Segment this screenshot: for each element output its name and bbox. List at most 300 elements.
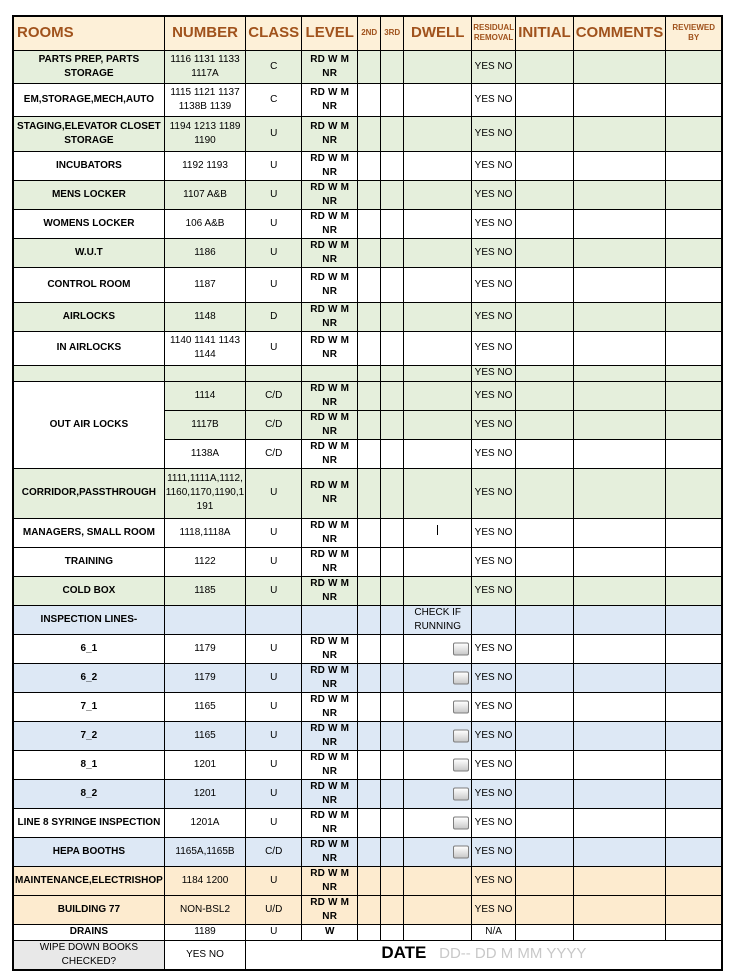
residual-cell[interactable]: YES NO	[472, 518, 516, 547]
third-cell[interactable]	[381, 468, 404, 518]
room-number: 1111,1111A,1112, 1160,1170,1190,1 191	[164, 468, 245, 518]
third-cell[interactable]	[381, 518, 404, 547]
comments-cell[interactable]	[573, 518, 665, 547]
second-cell[interactable]	[358, 180, 381, 209]
room-name: CORRIDOR,PASSTHROUGH	[13, 468, 164, 518]
room-number: 1201	[164, 779, 245, 808]
dwell-cell[interactable]	[404, 381, 472, 410]
dwell-cell[interactable]	[404, 267, 472, 302]
room-name: W.U.T	[13, 238, 164, 267]
level-cell[interactable]: RD W M NR	[302, 468, 358, 518]
running-checkbox[interactable]	[453, 816, 469, 829]
initial-cell[interactable]	[515, 180, 573, 209]
initial-cell[interactable]	[515, 808, 573, 837]
third-cell[interactable]	[381, 750, 404, 779]
second-cell[interactable]	[358, 837, 381, 866]
reviewed-cell[interactable]	[665, 518, 722, 547]
initial-cell[interactable]	[515, 692, 573, 721]
residual-cell[interactable]: YES NO	[472, 381, 516, 410]
dwell-cell[interactable]	[404, 302, 472, 331]
second-cell[interactable]	[358, 365, 381, 381]
residual-cell[interactable]: YES NO	[472, 116, 516, 151]
second-cell[interactable]	[358, 518, 381, 547]
inspection-title: INSPECTION LINES-	[13, 605, 164, 634]
table-row	[13, 302, 722, 331]
residual-cell[interactable]: YES NO	[472, 837, 516, 866]
level-cell[interactable]: RD W M NR	[302, 381, 358, 410]
residual-cell[interactable]: YES NO	[472, 663, 516, 692]
room-name: 7_1	[13, 692, 164, 721]
dwell-cell[interactable]	[404, 634, 472, 663]
reviewed-cell[interactable]	[665, 331, 722, 365]
third-cell[interactable]	[381, 547, 404, 576]
initial-cell[interactable]	[515, 468, 573, 518]
room-name: WOMENS LOCKER	[13, 209, 164, 238]
reviewed-cell[interactable]	[665, 267, 722, 302]
comments-cell[interactable]	[573, 779, 665, 808]
level-cell[interactable]: RD W M NR	[302, 302, 358, 331]
second-cell[interactable]	[358, 750, 381, 779]
level-cell[interactable]: RD W M NR	[302, 866, 358, 895]
third-cell[interactable]	[381, 721, 404, 750]
room-number: 1189	[164, 924, 245, 940]
room-name: 6_1	[13, 634, 164, 663]
comments-cell[interactable]	[573, 267, 665, 302]
table-row	[13, 267, 722, 302]
dwell-cell[interactable]	[404, 50, 472, 83]
dwell-cell[interactable]	[404, 331, 472, 365]
second-cell[interactable]	[358, 439, 381, 468]
room-number: 1165	[164, 721, 245, 750]
residual-cell[interactable]: YES NO	[472, 365, 516, 381]
level-cell[interactable]: RD W M NR	[302, 209, 358, 238]
table-row	[13, 518, 722, 547]
reviewed-cell[interactable]	[665, 365, 722, 381]
third-cell[interactable]	[381, 302, 404, 331]
initial-cell[interactable]	[515, 924, 573, 940]
third-cell[interactable]	[381, 180, 404, 209]
comments-cell[interactable]	[573, 750, 665, 779]
comments-cell[interactable]	[573, 663, 665, 692]
third-cell[interactable]	[381, 634, 404, 663]
third-cell[interactable]	[381, 331, 404, 365]
dwell-cell[interactable]	[404, 151, 472, 180]
second-cell[interactable]	[358, 209, 381, 238]
third-cell[interactable]	[381, 209, 404, 238]
third-cell[interactable]	[381, 381, 404, 410]
residual-cell[interactable]: YES NO	[472, 576, 516, 605]
comments-cell[interactable]	[573, 302, 665, 331]
initial-cell[interactable]	[515, 750, 573, 779]
initial-cell[interactable]	[515, 837, 573, 866]
initial-cell[interactable]	[515, 866, 573, 895]
reviewed-cell[interactable]	[665, 895, 722, 924]
level-cell[interactable]: RD W M NR	[302, 895, 358, 924]
third-cell[interactable]	[381, 50, 404, 83]
residual-cell[interactable]: YES NO	[472, 468, 516, 518]
room-number: 1165A,1165B	[164, 837, 245, 866]
header-row	[13, 16, 722, 50]
level-cell[interactable]: RD W M NR	[302, 808, 358, 837]
reviewed-cell[interactable]	[665, 439, 722, 468]
comments-cell[interactable]	[573, 576, 665, 605]
room-class: U	[246, 518, 302, 547]
comments-header: COMMENTS	[573, 16, 665, 50]
reviewed-cell[interactable]	[665, 837, 722, 866]
reviewed-cell[interactable]	[665, 410, 722, 439]
room-name: EM,STORAGE,MECH,AUTO	[13, 83, 164, 116]
third-cell[interactable]	[381, 439, 404, 468]
room-number: 1201A	[164, 808, 245, 837]
reviewed-cell[interactable]	[665, 180, 722, 209]
level-cell[interactable]: RD W M NR	[302, 439, 358, 468]
third-cell[interactable]	[381, 410, 404, 439]
third-cell[interactable]	[381, 116, 404, 151]
second-cell[interactable]	[358, 547, 381, 576]
running-checkbox[interactable]	[453, 787, 469, 800]
initial-cell[interactable]	[515, 302, 573, 331]
room-name: OUT AIR LOCKS	[13, 381, 164, 468]
level-cell[interactable]: RD W M NR	[302, 779, 358, 808]
residual-cell[interactable]: YES NO	[472, 692, 516, 721]
room-class: U	[246, 151, 302, 180]
comments-cell[interactable]	[573, 83, 665, 116]
room-number: 1179	[164, 634, 245, 663]
residual-cell[interactable]: YES NO	[472, 808, 516, 837]
residual-cell[interactable]: YES NO	[472, 238, 516, 267]
reviewed-cell[interactable]	[665, 663, 722, 692]
reviewed-cell[interactable]	[665, 238, 722, 267]
residual-cell[interactable]: YES NO	[472, 779, 516, 808]
residual-cell[interactable]: YES NO	[472, 866, 516, 895]
second-cell[interactable]	[358, 924, 381, 940]
initial-cell[interactable]	[515, 267, 573, 302]
level-cell[interactable]: RD W M NR	[302, 267, 358, 302]
reviewed-cell[interactable]	[665, 692, 722, 721]
level-cell[interactable]: RD W M NR	[302, 180, 358, 209]
table-row	[13, 180, 722, 209]
room-number: 1115 1121 1137 1138B 1139	[164, 83, 245, 116]
second-cell[interactable]	[358, 50, 381, 83]
level-cell[interactable]: RD W M NR	[302, 518, 358, 547]
reviewed-cell[interactable]	[665, 576, 722, 605]
level-cell[interactable]: RD W M NR	[302, 692, 358, 721]
reviewed-cell[interactable]	[665, 808, 722, 837]
initial-cell[interactable]	[515, 547, 573, 576]
level-cell[interactable]: RD W M NR	[302, 634, 358, 663]
running-checkbox[interactable]	[453, 642, 469, 655]
dwell-cell[interactable]	[404, 750, 472, 779]
room-class: U	[246, 468, 302, 518]
second-cell[interactable]	[358, 381, 381, 410]
room-name: PARTS PREP, PARTS STORAGE	[13, 50, 164, 83]
room-name: 7_2	[13, 721, 164, 750]
dwell-cell[interactable]	[404, 576, 472, 605]
reviewed-cell[interactable]	[665, 381, 722, 410]
comments-cell[interactable]	[573, 365, 665, 381]
third-cell[interactable]	[381, 808, 404, 837]
second-cell[interactable]	[358, 692, 381, 721]
residual-cell[interactable]: YES NO	[472, 410, 516, 439]
second-cell[interactable]	[358, 238, 381, 267]
residual-cell[interactable]: YES NO	[472, 721, 516, 750]
third-cell[interactable]	[381, 365, 404, 381]
table-row	[13, 634, 722, 663]
comments-cell[interactable]	[573, 238, 665, 267]
third-cell[interactable]	[381, 924, 404, 940]
second-cell[interactable]	[358, 410, 381, 439]
dwell-cell[interactable]	[404, 924, 472, 940]
second-cell[interactable]	[358, 663, 381, 692]
dwell-cell[interactable]	[404, 808, 472, 837]
reviewed-header: REVIEWED BY	[665, 16, 722, 50]
dwell-cell[interactable]	[404, 439, 472, 468]
second-cell[interactable]	[358, 151, 381, 180]
residual-cell[interactable]: YES NO	[472, 267, 516, 302]
residual-cell[interactable]: YES NO	[472, 180, 516, 209]
second-cell[interactable]	[358, 468, 381, 518]
second-cell[interactable]	[358, 267, 381, 302]
second-cell[interactable]	[358, 116, 381, 151]
room-number: 1122	[164, 547, 245, 576]
comments-cell[interactable]	[573, 721, 665, 750]
residual-cell[interactable]: YES NO	[472, 209, 516, 238]
reviewed-cell[interactable]	[665, 547, 722, 576]
room-class: U	[246, 180, 302, 209]
initial-cell[interactable]	[515, 50, 573, 83]
residual-cell[interactable]: YES NO	[472, 331, 516, 365]
dwell-cell[interactable]	[404, 410, 472, 439]
second-cell[interactable]	[358, 895, 381, 924]
initial-cell[interactable]	[515, 381, 573, 410]
comments-cell[interactable]	[573, 634, 665, 663]
comments-cell[interactable]	[573, 151, 665, 180]
room-class: U	[246, 331, 302, 365]
comments-cell[interactable]	[573, 468, 665, 518]
room-class: U	[246, 267, 302, 302]
level-cell[interactable]: RD W M NR	[302, 331, 358, 365]
comments-cell[interactable]	[573, 381, 665, 410]
residual-cell[interactable]: YES NO	[472, 439, 516, 468]
initial-cell[interactable]	[515, 83, 573, 116]
table-row	[13, 750, 722, 779]
third-cell[interactable]	[381, 83, 404, 116]
dwell-cell[interactable]	[404, 180, 472, 209]
dwell-cell[interactable]	[404, 468, 472, 518]
level-cell[interactable]: RD W M NR	[302, 547, 358, 576]
reviewed-cell[interactable]	[665, 866, 722, 895]
level-cell[interactable]: RD W M NR	[302, 151, 358, 180]
initial-cell[interactable]	[515, 634, 573, 663]
dwell-cell[interactable]	[404, 518, 472, 547]
dwell-cell[interactable]	[404, 895, 472, 924]
room-class: C/D	[246, 410, 302, 439]
room-number: 1186	[164, 238, 245, 267]
reviewed-cell[interactable]	[665, 750, 722, 779]
dwell-cell[interactable]	[404, 663, 472, 692]
room-number: 1118,1118A	[164, 518, 245, 547]
reviewed-cell[interactable]	[665, 151, 722, 180]
room-number	[164, 365, 245, 381]
running-checkbox[interactable]	[453, 729, 469, 742]
reviewed-cell[interactable]	[665, 468, 722, 518]
residual-header: RESIDUAL REMOVAL	[472, 16, 516, 50]
initial-cell[interactable]	[515, 331, 573, 365]
reviewed-cell[interactable]	[665, 924, 722, 940]
level-cell[interactable]: RD W M NR	[302, 50, 358, 83]
initial-cell[interactable]	[515, 895, 573, 924]
third-cell[interactable]	[381, 238, 404, 267]
level-cell[interactable]: W	[302, 924, 358, 940]
second-cell[interactable]	[358, 721, 381, 750]
level-cell[interactable]	[302, 365, 358, 381]
initial-cell[interactable]	[515, 365, 573, 381]
second-cell[interactable]	[358, 576, 381, 605]
residual-cell[interactable]: YES NO	[472, 547, 516, 576]
comments-cell[interactable]	[573, 410, 665, 439]
dwell-cell[interactable]	[404, 83, 472, 116]
third-cell[interactable]	[381, 866, 404, 895]
level-cell[interactable]: RD W M NR	[302, 721, 358, 750]
comments-cell[interactable]	[573, 692, 665, 721]
initial-cell[interactable]	[515, 663, 573, 692]
second-cell[interactable]	[358, 634, 381, 663]
comments-cell[interactable]	[573, 547, 665, 576]
comments-cell[interactable]	[573, 866, 665, 895]
dwell-cell[interactable]	[404, 365, 472, 381]
level-cell[interactable]: RD W M NR	[302, 837, 358, 866]
level-cell[interactable]: RD W M NR	[302, 663, 358, 692]
dwell-cell[interactable]	[404, 837, 472, 866]
room-class: U	[246, 116, 302, 151]
third-cell[interactable]	[381, 895, 404, 924]
running-checkbox[interactable]	[453, 758, 469, 771]
comments-cell[interactable]	[573, 895, 665, 924]
residual-cell[interactable]: YES NO	[472, 50, 516, 83]
room-class: U	[246, 209, 302, 238]
level-cell[interactable]: RD W M NR	[302, 238, 358, 267]
room-number: 1184 1200	[164, 866, 245, 895]
comments-cell[interactable]	[573, 50, 665, 83]
initial-cell[interactable]	[515, 410, 573, 439]
reviewed-cell[interactable]	[665, 779, 722, 808]
table-row	[13, 83, 722, 116]
residual-cell[interactable]: YES NO	[472, 151, 516, 180]
room-number: 1165	[164, 692, 245, 721]
room-number: 1185	[164, 576, 245, 605]
room-number: NON-BSL2	[164, 895, 245, 924]
comments-cell[interactable]	[573, 439, 665, 468]
third-cell[interactable]	[381, 692, 404, 721]
second-cell[interactable]	[358, 83, 381, 116]
second-cell[interactable]	[358, 866, 381, 895]
dwell-cell[interactable]	[404, 116, 472, 151]
dwell-cell[interactable]	[404, 209, 472, 238]
third-cell[interactable]	[381, 576, 404, 605]
dwell-cell[interactable]	[404, 779, 472, 808]
reviewed-cell[interactable]	[665, 721, 722, 750]
dwell-cell[interactable]	[404, 866, 472, 895]
check-if-running-note: CHECK IF RUNNING	[404, 605, 472, 634]
room-class: U	[246, 721, 302, 750]
room-class	[246, 365, 302, 381]
initial-cell[interactable]	[515, 238, 573, 267]
third-cell[interactable]	[381, 151, 404, 180]
dwell-cell[interactable]	[404, 721, 472, 750]
running-checkbox[interactable]	[453, 845, 469, 858]
third-cell[interactable]	[381, 663, 404, 692]
level-cell[interactable]: RD W M NR	[302, 750, 358, 779]
room-name: LINE 8 SYRINGE INSPECTION	[13, 808, 164, 837]
second-cell[interactable]	[358, 779, 381, 808]
date-cell[interactable]	[246, 940, 723, 970]
reviewed-cell[interactable]	[665, 50, 722, 83]
level-cell[interactable]: RD W M NR	[302, 83, 358, 116]
residual-cell[interactable]: N/A	[472, 924, 516, 940]
table-row	[13, 209, 722, 238]
comments-cell[interactable]	[573, 837, 665, 866]
comments-cell[interactable]	[573, 924, 665, 940]
initial-cell[interactable]	[515, 518, 573, 547]
comments-cell[interactable]	[573, 808, 665, 837]
reviewed-cell[interactable]	[665, 209, 722, 238]
dwell-cell[interactable]	[404, 547, 472, 576]
reviewed-cell[interactable]	[665, 302, 722, 331]
second-header: 2ND	[358, 16, 381, 50]
room-name: HEPA BOOTHS	[13, 837, 164, 866]
residual-cell[interactable]: YES NO	[472, 302, 516, 331]
second-cell[interactable]	[358, 808, 381, 837]
reviewed-cell[interactable]	[665, 634, 722, 663]
dwell-cell[interactable]	[404, 238, 472, 267]
comments-cell[interactable]	[573, 116, 665, 151]
room-number: 1114	[164, 381, 245, 410]
initial-cell[interactable]	[515, 721, 573, 750]
running-checkbox[interactable]	[453, 700, 469, 713]
third-cell[interactable]	[381, 779, 404, 808]
level-cell[interactable]: RD W M NR	[302, 576, 358, 605]
residual-cell[interactable]: YES NO	[472, 750, 516, 779]
initial-cell[interactable]	[515, 439, 573, 468]
reviewed-cell[interactable]	[665, 116, 722, 151]
reviewed-cell[interactable]	[665, 83, 722, 116]
initial-cell[interactable]	[515, 151, 573, 180]
comments-cell[interactable]	[573, 331, 665, 365]
running-checkbox[interactable]	[453, 671, 469, 684]
level-cell[interactable]: RD W M NR	[302, 116, 358, 151]
comments-cell[interactable]	[573, 209, 665, 238]
third-cell[interactable]	[381, 267, 404, 302]
third-cell[interactable]	[381, 837, 404, 866]
comments-cell[interactable]	[573, 180, 665, 209]
dwell-cell[interactable]	[404, 692, 472, 721]
second-cell[interactable]	[358, 331, 381, 365]
residual-cell[interactable]: YES NO	[472, 895, 516, 924]
room-class: C	[246, 83, 302, 116]
room-name: MAINTENANCE,ELECTRISHOP	[13, 866, 164, 895]
level-cell[interactable]: RD W M NR	[302, 410, 358, 439]
wipe-down-answer[interactable]: YES NO	[164, 940, 245, 970]
residual-cell[interactable]: YES NO	[472, 83, 516, 116]
initial-cell[interactable]	[515, 779, 573, 808]
table-row	[13, 116, 722, 151]
initial-cell[interactable]	[515, 576, 573, 605]
second-cell[interactable]	[358, 302, 381, 331]
date-format-placeholder[interactable]: DD-- DD M MM YYYY	[439, 945, 587, 962]
initial-cell[interactable]	[515, 116, 573, 151]
residual-cell[interactable]: YES NO	[472, 634, 516, 663]
initial-cell[interactable]	[515, 209, 573, 238]
